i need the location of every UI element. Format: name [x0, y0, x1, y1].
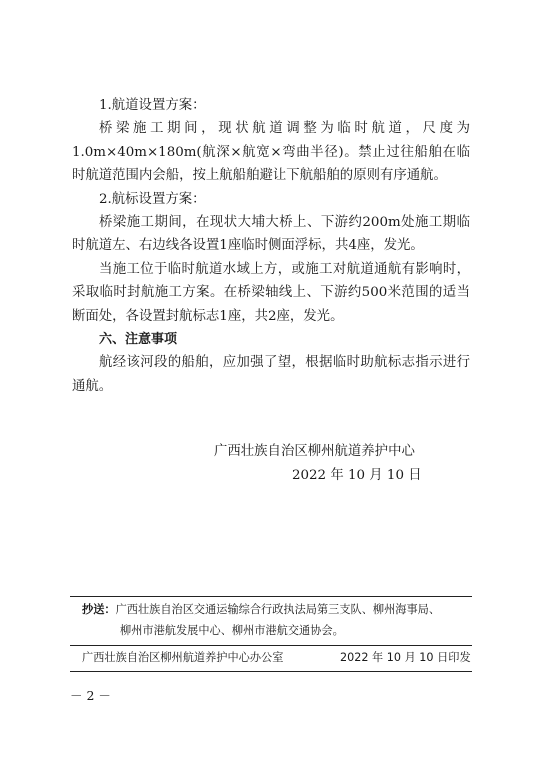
marker-plan-heading: 2.航标设置方案： — [99, 191, 206, 207]
signature-date: 2022 年 10 月 10 日 — [292, 468, 422, 483]
cc-recipients-1: 广西壮族自治区交通运输综合行政执法局第三支队、柳州海事局、 — [115, 603, 441, 616]
cc-recipients-2: 柳州市港航发展中心、柳州市港航交通协会。 — [120, 624, 344, 637]
marker-plan-text-1: 桥梁施工期间，在现状大埔大桥上、下游约200m处施工期临时航道左、右边线各设置1座临时侧面浮标，共4座，发光。 — [72, 215, 470, 254]
cc-top-rule — [70, 596, 472, 597]
issuing-office: 广西壮族自治区柳州航道养护中心办公室 — [82, 651, 284, 664]
channel-plan-heading: 1.航道设置方案： — [99, 98, 206, 113]
signature-organization: 广西壮族自治区柳州航道养护中心 — [214, 444, 415, 459]
cc-bottom-rule — [70, 645, 472, 646]
cc-label: 抄送： — [82, 603, 116, 616]
issue-bottom-rule — [70, 671, 472, 672]
notice-heading: 六、注意事项 — [99, 332, 178, 348]
cc-line-1 — [72, 599, 472, 620]
issue-date: 2022 年 10 月 10 日印发 — [340, 651, 471, 664]
notice-text: 航经该河段的船舶，应加强了望，根据临时助航标志指示进行通航。 — [72, 355, 470, 394]
document-body — [72, 94, 470, 398]
marker-plan-text-2: 当施工位于临时航道水域上方，或施工对航道通航有影响时，采取临时封航施工方案。在桥梁轴线上、下游约500米范围的适当断面处，各设置封航标志1座，共2座，发光。 — [72, 261, 470, 324]
channel-plan-text: 桥梁施工期间，现状航道调整为临时航道，尺度为1.0m×40m×180m(航深×航宽×弯曲半径)。禁止过往船舶在临时航道范围内会船，按上航船舶避让下航船舶的原则有序通航。 — [72, 121, 470, 184]
signature-block — [190, 440, 470, 488]
page-number: － 2 － — [70, 688, 111, 703]
cc-block — [72, 599, 472, 641]
